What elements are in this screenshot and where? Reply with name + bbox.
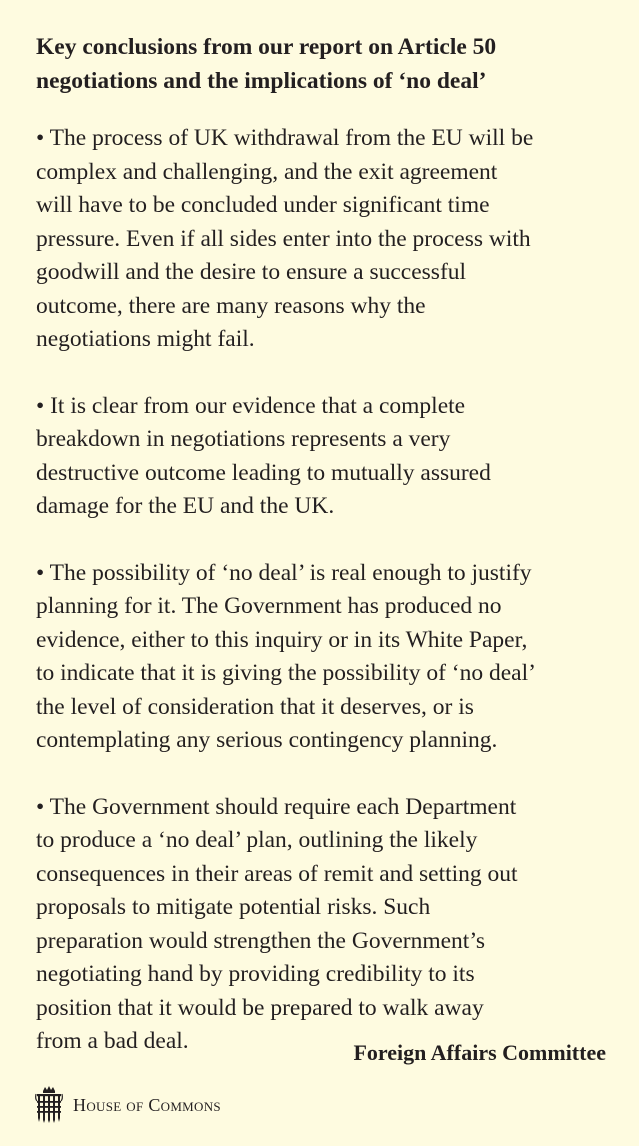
conclusion-item	[36, 390, 626, 524]
wordmark-part: OMMONS	[160, 1099, 221, 1114]
page-title	[36, 30, 616, 98]
house-of-commons-logo	[34, 1084, 221, 1124]
text-line: to indicate that it is giving the possibility of ‘no deal’	[36, 660, 536, 686]
text-line: outcome, there are many reasons why the	[36, 292, 426, 319]
house-of-commons-wordmark	[73, 1091, 221, 1117]
text-line: evidence, either to this inquiry or in its White Paper,	[36, 626, 528, 653]
title-line: negotiations and the implications of ‘no deal’	[36, 68, 487, 94]
conclusions-list	[36, 122, 626, 1092]
text-line: to produce a ‘no deal’ plan, outlining the likely	[36, 827, 478, 853]
text-line: breakdown in negotiations represents a very	[36, 426, 451, 452]
committee-signature: Foreign Affairs Committee	[353, 1040, 606, 1065]
text-line: from a bad deal.	[36, 1028, 189, 1054]
text-line: goodwill and the desire to ensure a successful	[36, 259, 467, 285]
text-line: • It is clear from our evidence that a complete	[36, 392, 466, 419]
text-line: preparation would strengthen the Government’s	[36, 927, 485, 954]
text-line: • The process of UK withdrawal from the EU will be	[36, 125, 534, 151]
title-line: Key conclusions from our report on Article 50	[36, 34, 497, 60]
text-line: will have to be concluded under significant time	[36, 192, 490, 218]
text-line: destructive outcome leading to mutually assured	[36, 459, 491, 486]
wordmark-part: OUSE	[86, 1099, 122, 1114]
conclusion-item	[36, 557, 626, 758]
wordmark-part: C	[148, 1095, 161, 1115]
text-line: proposals to mitigate potential risks. Such	[36, 894, 431, 920]
text-line: complex and challenging, and the exit agreement	[36, 158, 498, 185]
text-line: negotiating hand by providing credibility to its	[36, 961, 475, 987]
text-line: pressure. Even if all sides enter into the process with	[36, 225, 531, 252]
text-line: damage for the EU and the UK.	[36, 493, 335, 519]
wordmark-part: OF	[126, 1099, 144, 1114]
text-line: the level of consideration that it deserves, or is	[36, 693, 474, 720]
text-line: • The Government should require each Department	[36, 793, 517, 820]
text-line: position that it would be prepared to walk away	[36, 994, 484, 1021]
text-line: planning for it. The Government has produced no	[36, 593, 502, 619]
text-line: consequences in their areas of remit and setting out	[36, 860, 518, 887]
conclusion-item	[36, 791, 626, 1059]
wordmark-part: H	[73, 1095, 87, 1115]
text-line: • The possibility of ‘no deal’ is real enough to justify	[36, 559, 532, 586]
text-line: contemplating any serious contingency planning.	[36, 727, 498, 753]
portcullis-icon	[34, 1085, 64, 1123]
text-line: negotiations might fail.	[36, 326, 255, 352]
conclusion-item	[36, 122, 626, 357]
